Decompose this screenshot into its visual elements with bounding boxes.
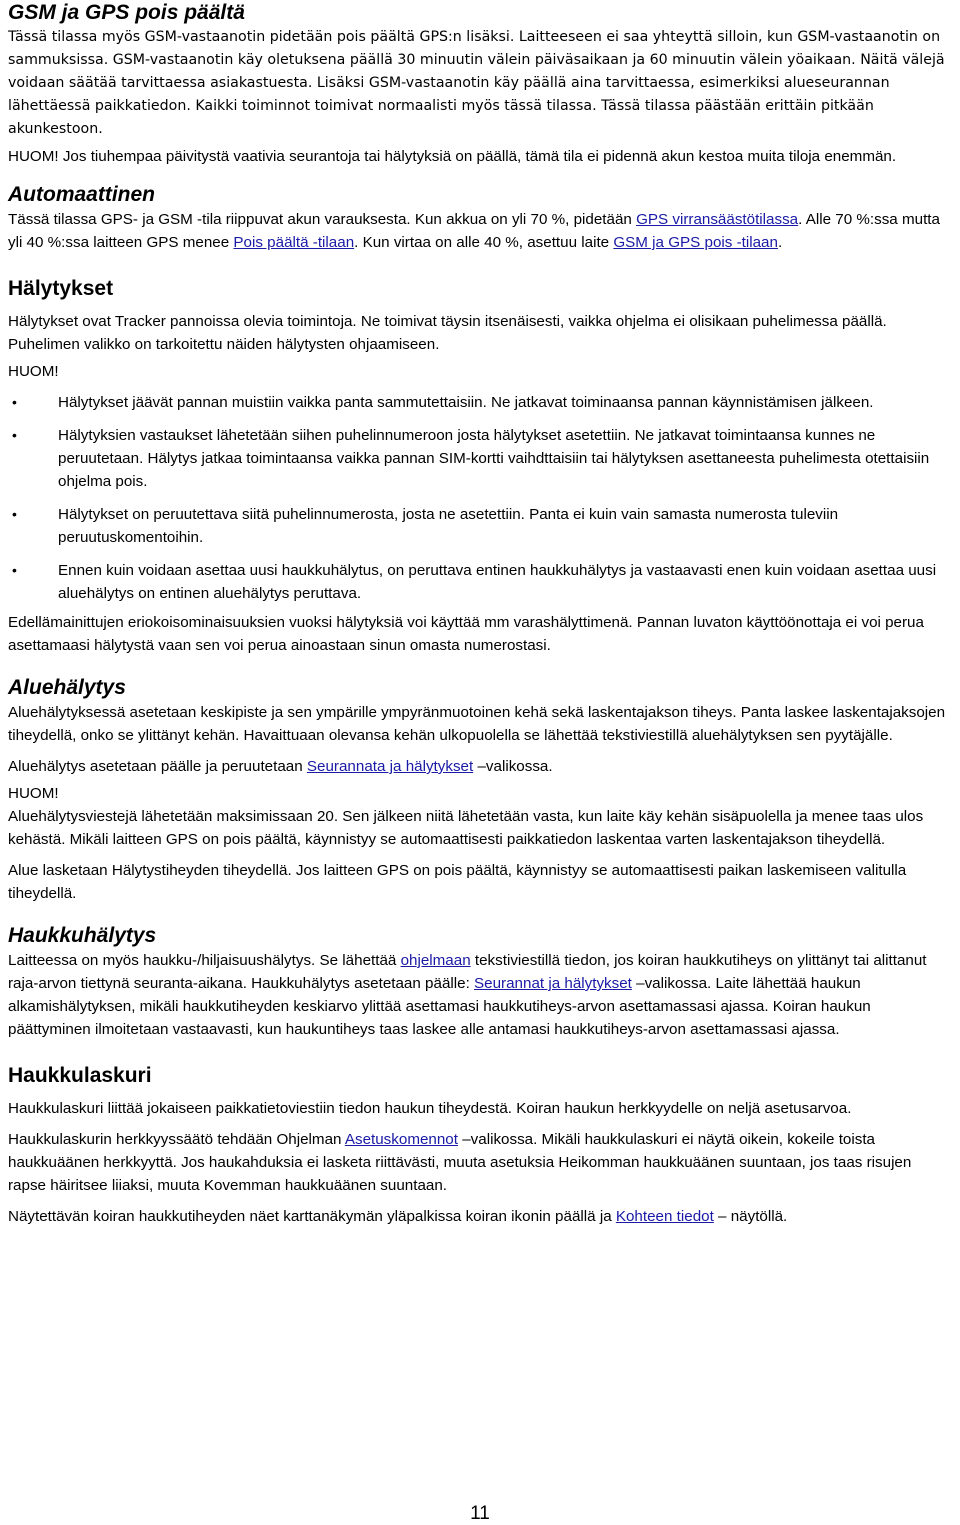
text: – näytöllä. [713,1208,788,1225]
page-number: 11 [470,1503,490,1524]
note-label: HUOM! [8,785,59,802]
link-tracking-and-alarms-2[interactable]: Seurannat ja hälytykset [474,975,632,992]
link-target-info[interactable]: Kohteen tiedot [615,1208,714,1225]
section-heading-bark-alarm: Haukkuhälytys [8,924,157,947]
bullet-list [8,391,952,605]
link-gsm-gps-off-mode[interactable]: GSM ja GPS pois -tilaan [613,234,778,251]
section-heading-alarms: Hälytykset [8,277,114,300]
link-tracking-and-alarms[interactable]: Seurannata ja hälytykset [306,758,474,775]
link-settings-commands[interactable]: Asetuskomennot [344,1131,458,1148]
note-label: HUOM! [8,363,59,380]
link-program[interactable]: ohjelmaan [400,952,471,969]
bullet-icon: • [12,394,17,410]
text: –valikossa. Laite lähettää haukun alkamishälytyksen, mikäli haukkutiheyden keskiarvo ylittää asettamasi haukkutiheys-arvon asettamassasi ajassa. Koiran haukun päättyminen ilmoitetaan vastaavasti, kun haukuntiheys taas laskee alle antamasi haukkutiheys-arvon asettamassasi ajassa. [8,975,871,1038]
text: . Alle 70 %:ssa mutta yli 40 %:ssa laitteen GPS menee [8,211,940,251]
link-off-mode[interactable]: Pois päältä -tilaan [233,234,355,251]
paragraph: Aluehälytyksessä asetetaan keskipiste ja sen ympärille ympyränmuotoinen kehä sekä laskentajakson tiheys. Panta laskee laskentajaksojen tiheydellä, onko se ylittänyt kehän. Havaittuaan olevansa kehän ulkopuolella se lähettää tekstiviestillä aluehälytyksen sen pyytäjälle. [8,704,946,744]
section-heading-gsm-gps-off: GSM ja GPS pois päältä [8,1,245,24]
list-item-text: Hälytykset on peruutettava siitä puhelinnumerosta, josta ne asetettiin. Panta ei kuin vain samasta numerosta tuleviin peruutuskomentoihin. [58,506,839,546]
paragraph: Tässä tilassa myös GSM-vastaanotin pidetään pois päältä GPS:n lisäksi. Laitteeseen ei saa yhteyttä silloin, kun GSM-vastaanotin on sammuksissa. GSM-vastaanotin käy oletuksena päällä 30 minuutin välein päiväsaikaan ja 60 minuutin välein yöaikaan. Näitä välejä voidaan säätää tarvittaessa asiakastuesta. Lisäksi GSM-vastaanotin käy päällä aina tarvittaessa, esimerkiksi alueseurannan lähettäessä paikkatiedon. Kaikki toiminnot toimivat normaalisti myös tässä tilassa. Tässä tilassa päästään erittäin pitkään akunkestoon. [8,29,945,137]
paragraph [8,1128,952,1197]
bullet-icon: • [12,562,17,578]
paragraph: Haukkulaskuri liittää jokaiseen paikkatietoviestiin tiedon haukun tiheydestä. Koiran haukun herkkyydelle on neljä asetusarvoa. [8,1100,852,1117]
paragraph [8,208,952,254]
paragraph: HUOM! Jos tiuhempaa päivitystä vaativia seurantoja tai hälytyksiä on päällä, tämä tila ei pidennä akun kestoa muita tiloja enemmän. [8,148,897,165]
paragraph [8,1205,952,1228]
text: Tässä tilassa GPS- ja GSM -tila riippuvat akun varauksesta. Kun akkua on yli 70 %, pidetään [8,211,637,228]
text: . [777,234,783,251]
bullet-icon: • [12,506,17,522]
list-item-text: Hälytykset jäävät pannan muistiin vaikka panta sammutettaisiin. Ne jatkavat toiminaansa pannan käynnistämisen jälkeen. [58,394,874,411]
text: Aluehälytys asetetaan päälle ja peruutetaan [8,758,307,775]
list-item [8,559,952,605]
paragraph [8,755,952,778]
section-heading-automatic: Automaattinen [8,183,155,206]
list-item-text: Hälytyksien vastaukset lähetetään siihen puhelinnumeroon josta hälytykset asetettiin. Ne jatkavat toimintaansa kunnes ne peruutetaan. Hälytys jatkaa toimintaansa vaikka pannan SIM-kortti vaihdttaisiin tai hälytyksen asettaneesta puhelimesta otettaisiin ohjelma pois. [58,427,930,490]
list-item [8,503,952,549]
text: . Kun virtaa on alle 40 %, asettuu laite [354,234,614,251]
text: Näytettävän koiran haukkutiheyden näet karttanäkymän yläpalkissa koiran ikonin päällä ja [8,1208,616,1225]
text: –valikossa. [473,758,553,775]
text: Laitteessa on myös haukku-/hiljaisuushälytys. Se lähettää [8,952,401,969]
text: –valikossa. Mikäli haukkulaskuri ei näytä oikein, kokeile toista haukkuäänen herkkyyttä. Jos haukahduksia ei lasketa riittävästi, muuta asetuksia Heikomman haukkuäänen suuntaan, jos taas risujen rapse häiritsee liiaksi, muuta Kovemman haukkuäänen suuntaan. [8,1131,912,1194]
section-heading-bark-counter: Haukkulaskuri [8,1064,152,1087]
text: Haukkulaskurin herkkyyssäätö tehdään Ohjelman [8,1131,345,1148]
link-gps-power-save[interactable]: GPS virransäästötilassa [636,211,799,228]
list-item [8,391,952,414]
list-item [8,424,952,493]
paragraph: Edellämainittujen eriokoisominaisuuksien vuoksi hälytyksiä voi käyttää mm varashälyttimenä. Pannan luvaton käyttöönottaja ei voi perua asettamaasi hälytystä vaan sen voi perua ainoastaan sinun omasta numerostasi. [8,614,924,654]
paragraph: Hälytykset ovat Tracker pannoissa olevia toimintoja. Ne toimivat täysin itsenäisesti, vaikka ohjelma ei olisikaan puhelimessa päällä. Puhelimen valikko on tarkoitettu näiden hälytysten ohjaamiseen. [8,313,887,353]
paragraph [8,949,952,1041]
section-heading-area-alarm: Aluehälytys [8,676,126,699]
bullet-icon: • [12,427,17,443]
text: tekstiviestillä tiedon, jos koiran haukkutiheys on ylittänyt tai alittanut raja-arvon tiettynä seuranta-aikana. Haukkuhälytys asetetaan päälle: [8,952,927,992]
paragraph: Alue lasketaan Hälytystiheyden tiheydellä. Jos laitteen GPS on pois päältä, käynnistyy se automaattisesti paikan laskemiseen valitulla tiheydellä. [8,862,907,902]
paragraph: Aluehälytysviestejä lähetetään maksimissaan 20. Sen jälkeen niitä lähetetään vasta, kun laite käy kehän sisäpuolella ja menee taas ulos kehästä. Mikäli laitteen GPS on pois päältä, käynnistyy se automaattisesti paikkatiedon laskentaa varten laskentajakson tiheydellä. [8,808,924,848]
list-item-text: Ennen kuin voidaan asettaa uusi haukkuhälytus, on peruttava entinen haukkuhälytys ja vastaavasti enen kuin voidaan asettaa uusi aluehälytys on entinen aluehälytys peruttava. [58,562,937,602]
